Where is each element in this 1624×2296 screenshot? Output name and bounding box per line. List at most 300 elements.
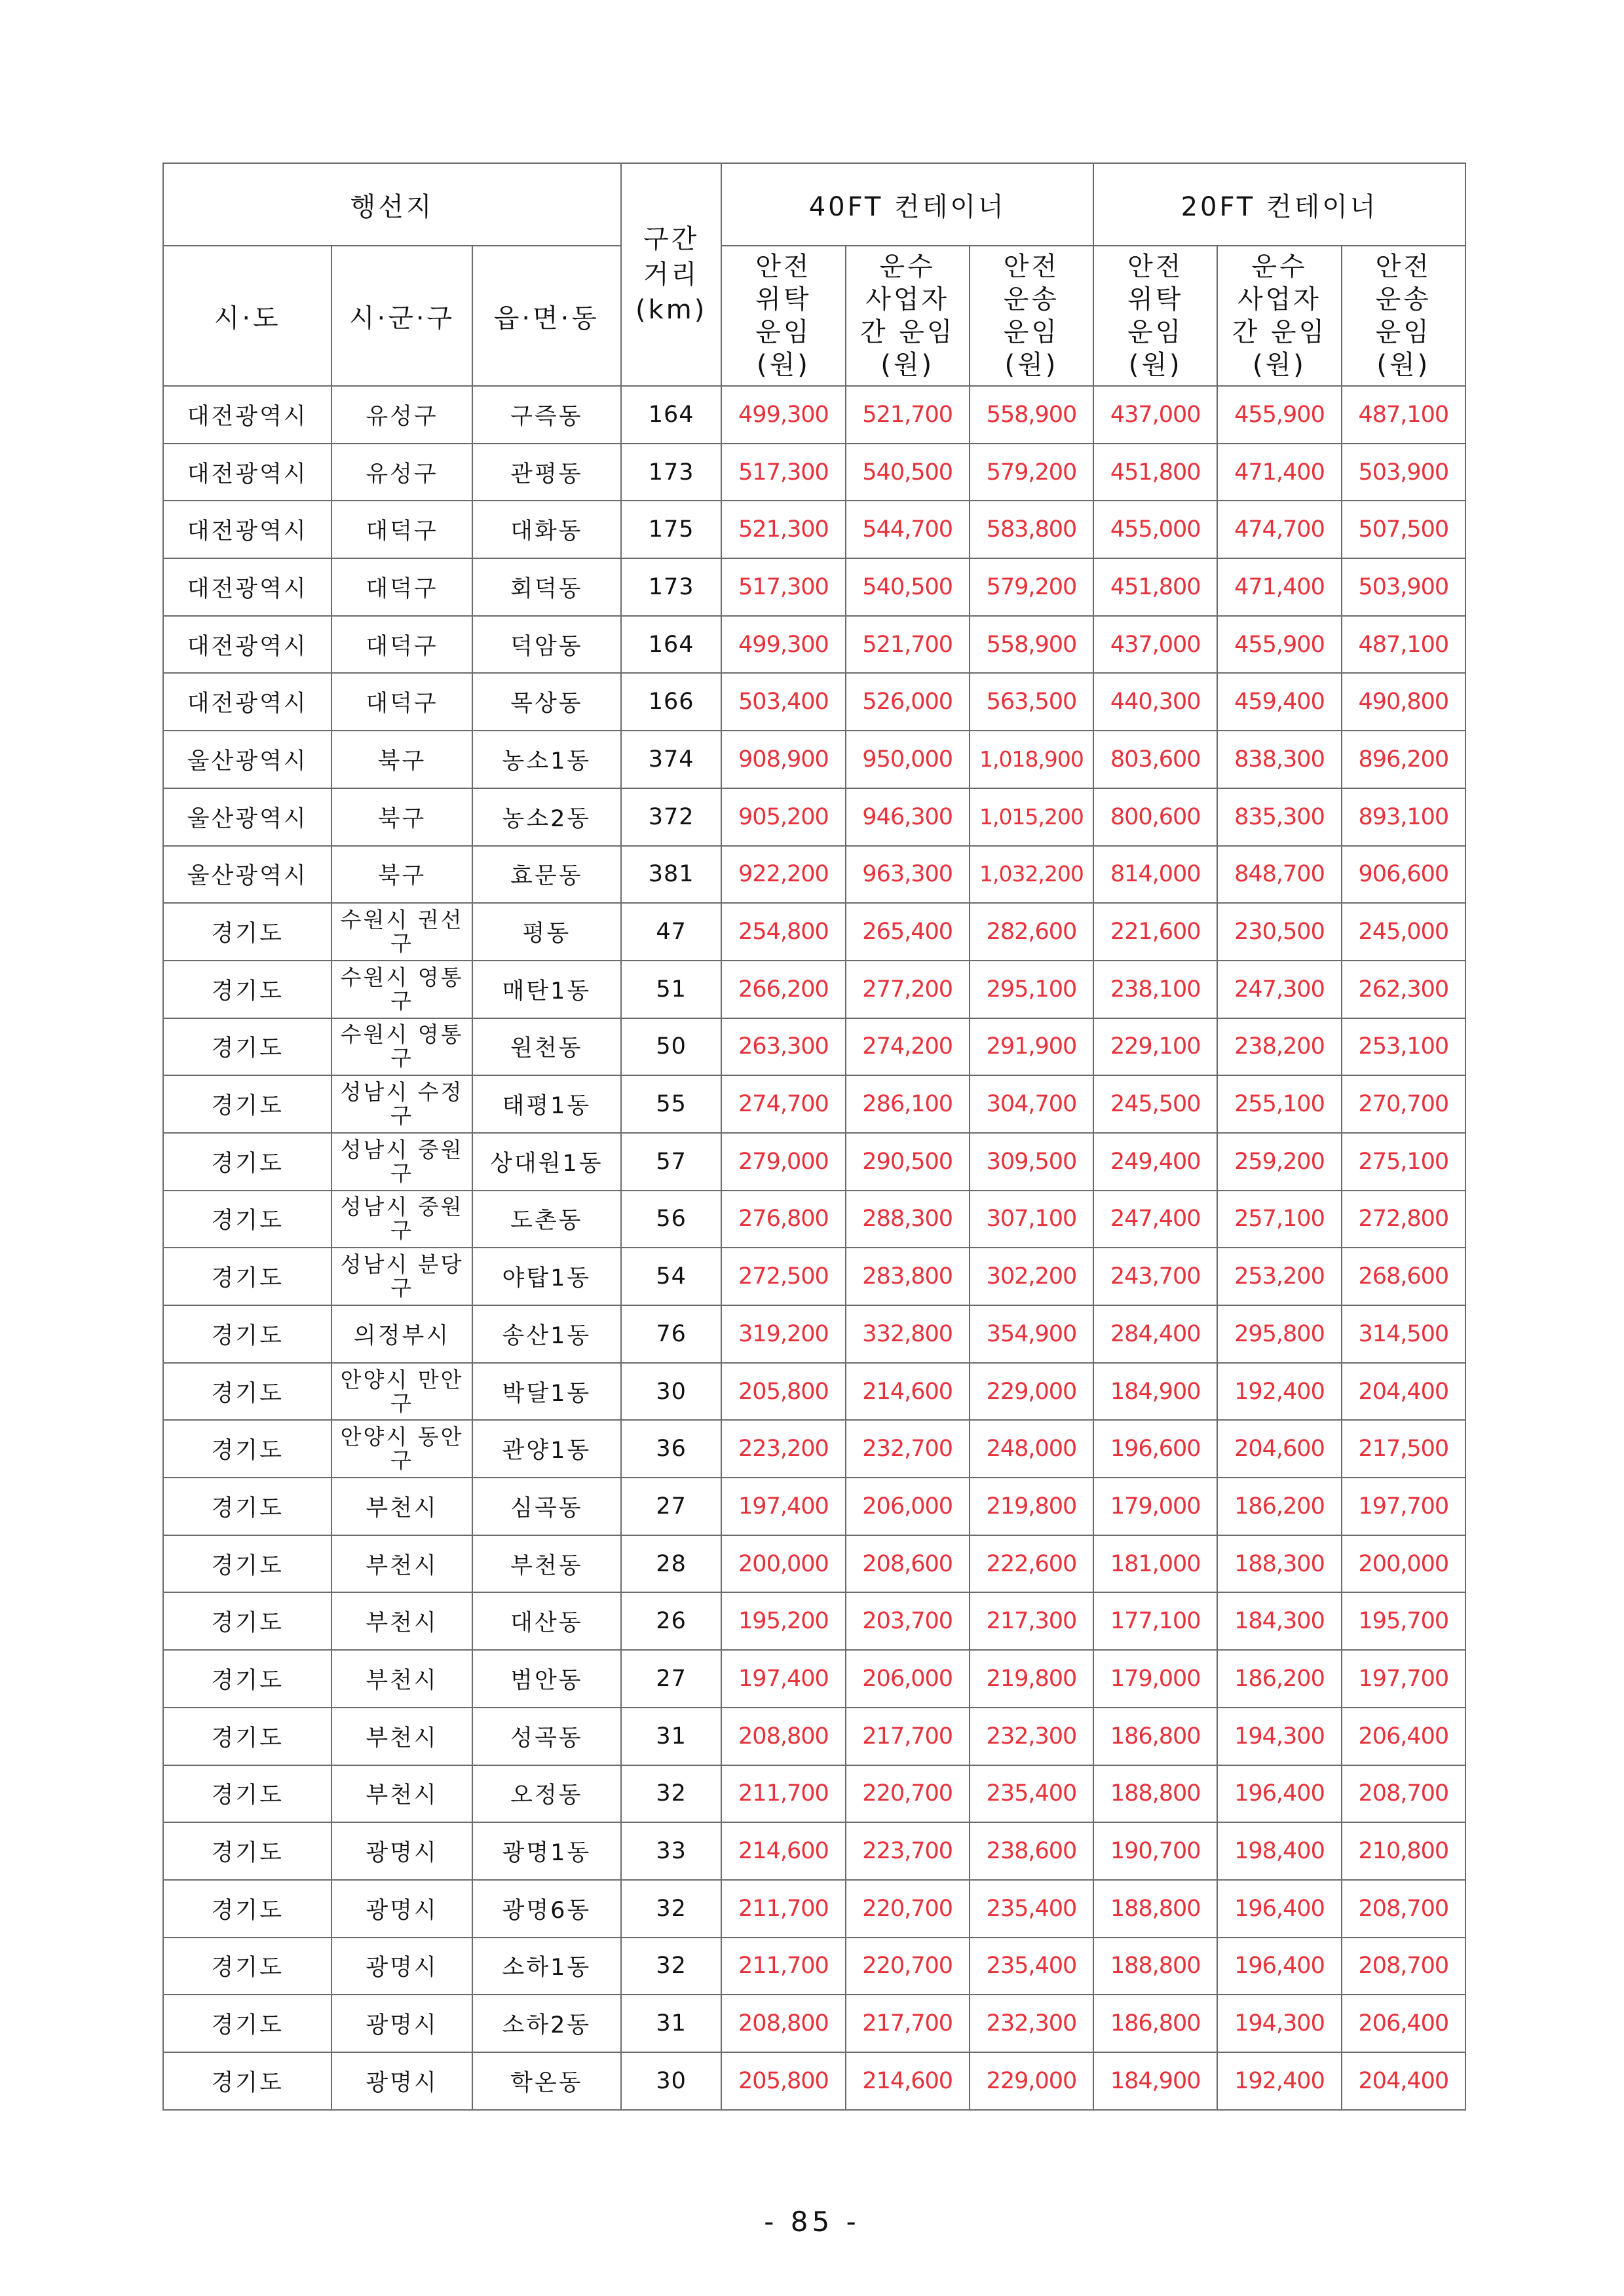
distance-cell: 175: [621, 501, 721, 558]
rate-cell: 196,400: [1217, 1880, 1341, 1938]
rate-cell: 188,800: [1093, 1765, 1217, 1823]
rate-cell: 922,200: [721, 846, 845, 904]
rate-cell: 304,700: [970, 1075, 1093, 1133]
table-row: [163, 1708, 1465, 1765]
rate-cell: 208,800: [721, 1708, 845, 1765]
rate-cell: 188,800: [1093, 1880, 1217, 1938]
rate-cell: 963,300: [846, 846, 970, 904]
distance-cell: 27: [621, 1650, 721, 1708]
rate-cell: 521,300: [721, 501, 845, 558]
table-row: [163, 1018, 1465, 1076]
rate-cell: 288,300: [846, 1191, 970, 1248]
distance-cell: 173: [621, 444, 721, 501]
eupmyeondong-cell: 부천동: [472, 1535, 621, 1593]
rate-cell: 558,900: [970, 386, 1093, 444]
rate-cell: 896,200: [1342, 731, 1465, 788]
table-body: [163, 386, 1465, 2110]
rate-cell: 195,700: [1342, 1592, 1465, 1650]
rate-cell: 440,300: [1093, 673, 1217, 731]
sigungu-cell: 성남시 수정구: [331, 1075, 472, 1133]
rate-cell: 814,000: [1093, 846, 1217, 904]
rate-cell: 232,300: [970, 1708, 1093, 1765]
sigungu-cell: 대덕구: [331, 558, 472, 616]
rate-cell: 217,500: [1342, 1420, 1465, 1478]
sido-cell: 경기도: [163, 1995, 331, 2052]
rate-cell: 583,800: [970, 501, 1093, 558]
table-row: [163, 846, 1465, 904]
rate-cell: 211,700: [721, 1938, 845, 1995]
header-row-top: [163, 163, 1465, 246]
rate-cell: 487,100: [1342, 386, 1465, 444]
sido-cell: 경기도: [163, 1305, 331, 1363]
rate-cell: 247,300: [1217, 961, 1341, 1018]
rate-cell: 197,700: [1342, 1478, 1465, 1535]
table-row: [163, 1650, 1465, 1708]
rate-column-header-line: 위탁: [755, 284, 812, 315]
rate-column-header: [970, 246, 1093, 386]
table-row: [163, 1765, 1465, 1823]
rate-column-header-line: 운임: [755, 317, 812, 347]
eupmyeondong-cell: 박달1동: [472, 1363, 621, 1421]
distance-cell: 32: [621, 1880, 721, 1938]
distance-header: [621, 163, 721, 386]
rate-cell: 490,800: [1342, 673, 1465, 731]
rate-cell: 192,400: [1217, 2052, 1341, 2110]
rate-cell: 284,400: [1093, 1305, 1217, 1363]
eupmyeondong-cell: 매탄1동: [472, 961, 621, 1018]
rate-cell: 248,000: [970, 1420, 1093, 1478]
rate-cell: 544,700: [846, 501, 970, 558]
rate-cell: 254,800: [721, 903, 845, 961]
eupmyeondong-cell: 성곡동: [472, 1708, 621, 1765]
table-row: [163, 1075, 1465, 1133]
table-row: [163, 386, 1465, 444]
distance-header-line: (km): [635, 295, 708, 325]
rate-cell: 517,300: [721, 558, 845, 616]
sido-cell: 경기도: [163, 1363, 331, 1421]
table-row: [163, 1363, 1465, 1421]
distance-cell: 28: [621, 1535, 721, 1593]
rate-cell: 290,500: [846, 1133, 970, 1191]
rate-column-header-line: 안전: [755, 252, 812, 282]
rate-cell: 221,600: [1093, 903, 1217, 961]
rate-cell: 245,000: [1342, 903, 1465, 961]
eupmyeondong-cell: 농소2동: [472, 788, 621, 846]
sido-header: 시·도: [163, 246, 331, 386]
eupmyeondong-cell: 학온동: [472, 2052, 621, 2110]
table-row: [163, 1248, 1465, 1305]
rate-cell: 217,700: [846, 1995, 970, 2052]
sigungu-cell: 대덕구: [331, 673, 472, 731]
distance-cell: 164: [621, 386, 721, 444]
rate-cell: 526,000: [846, 673, 970, 731]
rate-cell: 275,100: [1342, 1133, 1465, 1191]
rate-cell: 455,900: [1217, 386, 1341, 444]
rate-cell: 222,600: [970, 1535, 1093, 1593]
rate-column-header-line: 운수: [1251, 252, 1308, 282]
rate-cell: 487,100: [1342, 616, 1465, 674]
sido-cell: 경기도: [163, 1133, 331, 1191]
sido-cell: 대전광역시: [163, 386, 331, 444]
rate-cell: 223,200: [721, 1420, 845, 1478]
distance-cell: 50: [621, 1018, 721, 1076]
rate-cell: 255,100: [1217, 1075, 1341, 1133]
group-header-20ft: 20FT 컨테이너: [1093, 163, 1465, 246]
sigungu-cell: 수원시 영통구: [331, 1018, 472, 1076]
rate-cell: 219,800: [970, 1478, 1093, 1535]
rate-cell: 200,000: [1342, 1535, 1465, 1593]
distance-cell: 374: [621, 731, 721, 788]
rate-cell: 274,200: [846, 1018, 970, 1076]
rate-cell: 232,300: [970, 1995, 1093, 2052]
sigungu-header: 시·군·구: [331, 246, 472, 386]
eupmyeondong-cell: 범안동: [472, 1650, 621, 1708]
rate-column-header-line: 안전: [1127, 252, 1184, 282]
rate-cell: 950,000: [846, 731, 970, 788]
rate-cell: 314,500: [1342, 1305, 1465, 1363]
rate-cell: 223,700: [846, 1822, 970, 1880]
eupmyeondong-cell: 심곡동: [472, 1478, 621, 1535]
rate-cell: 838,300: [1217, 731, 1341, 788]
rate-cell: 208,700: [1342, 1938, 1465, 1995]
rate-cell: 946,300: [846, 788, 970, 846]
rate-cell: 230,500: [1217, 903, 1341, 961]
sido-cell: 대전광역시: [163, 673, 331, 731]
eupmyeondong-cell: 농소1동: [472, 731, 621, 788]
rate-column-header-line: 운송: [1375, 284, 1431, 315]
sido-cell: 경기도: [163, 1708, 331, 1765]
rate-cell: 186,800: [1093, 1995, 1217, 2052]
rate-column-header-line: 사업자: [1237, 284, 1321, 315]
distance-cell: 32: [621, 1765, 721, 1823]
rate-cell: 455,900: [1217, 616, 1341, 674]
sigungu-cell: 대덕구: [331, 501, 472, 558]
rate-cell: 266,200: [721, 961, 845, 1018]
distance-cell: 27: [621, 1478, 721, 1535]
rate-cell: 517,300: [721, 444, 845, 501]
sigungu-cell: 유성구: [331, 444, 472, 501]
rate-cell: 229,100: [1093, 1018, 1217, 1076]
table-row: [163, 1420, 1465, 1478]
eupmyeondong-header: 읍·면·동: [472, 246, 621, 386]
rate-cell: 214,600: [846, 1363, 970, 1421]
table-row: [163, 1305, 1465, 1363]
rate-cell: 437,000: [1093, 616, 1217, 674]
destination-header: 행선지: [163, 163, 621, 246]
rate-column-header-line: 안전: [1003, 252, 1060, 282]
table-row: [163, 903, 1465, 961]
eupmyeondong-cell: 상대원1동: [472, 1133, 621, 1191]
rate-cell: 279,000: [721, 1133, 845, 1191]
rate-cell: 190,700: [1093, 1822, 1217, 1880]
sido-cell: 대전광역시: [163, 616, 331, 674]
rate-column-header: [1342, 246, 1465, 386]
rate-cell: 272,500: [721, 1248, 845, 1305]
rate-cell: 459,400: [1217, 673, 1341, 731]
sigungu-cell: 성남시 중원구: [331, 1191, 472, 1248]
rate-cell: 238,600: [970, 1822, 1093, 1880]
table-row: [163, 1822, 1465, 1880]
rate-cell: 206,000: [846, 1478, 970, 1535]
rate-cell: 208,700: [1342, 1765, 1465, 1823]
rate-cell: 220,700: [846, 1765, 970, 1823]
sido-cell: 경기도: [163, 2052, 331, 2110]
rate-cell: 437,000: [1093, 386, 1217, 444]
eupmyeondong-cell: 야탑1동: [472, 1248, 621, 1305]
sido-cell: 경기도: [163, 1248, 331, 1305]
sigungu-cell: 광명시: [331, 1880, 472, 1938]
rate-cell: 217,700: [846, 1708, 970, 1765]
distance-cell: 31: [621, 1708, 721, 1765]
sido-cell: 울산광역시: [163, 731, 331, 788]
rate-cell: 319,200: [721, 1305, 845, 1363]
rate-column-header: [1093, 246, 1217, 386]
rate-cell: 563,500: [970, 673, 1093, 731]
rate-cell: 196,400: [1217, 1938, 1341, 1995]
rate-cell: 291,900: [970, 1018, 1093, 1076]
rate-column-header-line: 위탁: [1127, 284, 1184, 315]
rate-cell: 229,000: [970, 2052, 1093, 2110]
sigungu-cell: 북구: [331, 731, 472, 788]
rate-cell: 1,015,200: [970, 788, 1093, 846]
sigungu-cell: 수원시 영통구: [331, 961, 472, 1018]
sido-cell: 대전광역시: [163, 558, 331, 616]
rate-cell: 177,100: [1093, 1592, 1217, 1650]
rate-column-header: [846, 246, 970, 386]
rate-cell: 451,800: [1093, 558, 1217, 616]
rate-cell: 206,000: [846, 1650, 970, 1708]
sigungu-cell: 북구: [331, 788, 472, 846]
rate-cell: 196,600: [1093, 1420, 1217, 1478]
rate-cell: 196,400: [1217, 1765, 1341, 1823]
rate-cell: 257,100: [1217, 1191, 1341, 1248]
sigungu-cell: 안양시 만안구: [331, 1363, 472, 1421]
sigungu-cell: 부천시: [331, 1708, 472, 1765]
rate-cell: 184,900: [1093, 2052, 1217, 2110]
sido-cell: 울산광역시: [163, 846, 331, 904]
rate-cell: 309,500: [970, 1133, 1093, 1191]
sigungu-cell: 유성구: [331, 386, 472, 444]
eupmyeondong-cell: 대산동: [472, 1592, 621, 1650]
rate-cell: 277,200: [846, 961, 970, 1018]
eupmyeondong-cell: 광명1동: [472, 1822, 621, 1880]
rate-cell: 220,700: [846, 1938, 970, 1995]
rate-cell: 186,200: [1217, 1478, 1341, 1535]
table-row: [163, 1535, 1465, 1593]
distance-cell: 54: [621, 1248, 721, 1305]
sigungu-cell: 성남시 분당구: [331, 1248, 472, 1305]
rate-cell: 179,000: [1093, 1650, 1217, 1708]
rate-cell: 848,700: [1217, 846, 1341, 904]
rate-cell: 217,300: [970, 1592, 1093, 1650]
rate-cell: 540,500: [846, 558, 970, 616]
sido-cell: 경기도: [163, 1018, 331, 1076]
rate-cell: 184,300: [1217, 1592, 1341, 1650]
rate-column-header: [1217, 246, 1341, 386]
rate-column-header-line: 운임: [1375, 317, 1431, 347]
distance-cell: 47: [621, 903, 721, 961]
sido-cell: 경기도: [163, 1880, 331, 1938]
eupmyeondong-cell: 소하2동: [472, 1995, 621, 2052]
table-row: [163, 2052, 1465, 2110]
rate-cell: 208,700: [1342, 1880, 1465, 1938]
rate-cell: 800,600: [1093, 788, 1217, 846]
rate-cell: 579,200: [970, 444, 1093, 501]
distance-cell: 30: [621, 1363, 721, 1421]
table-row: [163, 1880, 1465, 1938]
rate-cell: 203,700: [846, 1592, 970, 1650]
rate-cell: 229,000: [970, 1363, 1093, 1421]
rate-cell: 204,400: [1342, 2052, 1465, 2110]
rate-cell: 265,400: [846, 903, 970, 961]
sido-cell: 경기도: [163, 961, 331, 1018]
rate-cell: 247,400: [1093, 1191, 1217, 1248]
table-row: [163, 558, 1465, 616]
rate-cell: 232,700: [846, 1420, 970, 1478]
eupmyeondong-cell: 관평동: [472, 444, 621, 501]
rate-cell: 206,400: [1342, 1995, 1465, 2052]
rate-cell: 206,400: [1342, 1708, 1465, 1765]
distance-cell: 55: [621, 1075, 721, 1133]
sigungu-cell: 안양시 동안구: [331, 1420, 472, 1478]
rate-cell: 521,700: [846, 386, 970, 444]
rate-cell: 211,700: [721, 1880, 845, 1938]
rate-cell: 179,000: [1093, 1478, 1217, 1535]
sigungu-cell: 북구: [331, 846, 472, 904]
distance-header-line: 거리: [643, 259, 700, 290]
sigungu-cell: 부천시: [331, 1535, 472, 1593]
rate-cell: 210,800: [1342, 1822, 1465, 1880]
sido-cell: 경기도: [163, 1822, 331, 1880]
rate-cell: 276,800: [721, 1191, 845, 1248]
rate-cell: 295,800: [1217, 1305, 1341, 1363]
rate-cell: 214,600: [846, 2052, 970, 2110]
rate-column-header-line: 운임: [1127, 317, 1184, 347]
rate-column-header-line: (원): [1128, 350, 1182, 380]
freight-rate-table: [162, 163, 1466, 2111]
rate-cell: 503,900: [1342, 444, 1465, 501]
sigungu-cell: 부천시: [331, 1478, 472, 1535]
rate-column-header-line: (원): [756, 350, 810, 380]
sido-cell: 경기도: [163, 1191, 331, 1248]
rate-cell: 332,800: [846, 1305, 970, 1363]
rate-column-header-line: (원): [880, 350, 935, 380]
rate-cell: 893,100: [1342, 788, 1465, 846]
rate-cell: 235,400: [970, 1765, 1093, 1823]
rate-column-header-line: (원): [1253, 350, 1306, 380]
table-row: [163, 731, 1465, 788]
rate-cell: 503,900: [1342, 558, 1465, 616]
rate-cell: 249,400: [1093, 1133, 1217, 1191]
rate-cell: 558,900: [970, 616, 1093, 674]
distance-header-line: 구간: [643, 224, 700, 254]
rate-cell: 219,800: [970, 1650, 1093, 1708]
rate-cell: 186,800: [1093, 1708, 1217, 1765]
rate-column-header-line: 간 운임: [859, 317, 955, 347]
eupmyeondong-cell: 광명6동: [472, 1880, 621, 1938]
table-row: [163, 1191, 1465, 1248]
group-header-40ft: 40FT 컨테이너: [721, 163, 1093, 246]
rate-cell: 259,200: [1217, 1133, 1341, 1191]
eupmyeondong-cell: 덕암동: [472, 616, 621, 674]
table-row: [163, 961, 1465, 1018]
rate-cell: 579,200: [970, 558, 1093, 616]
table-row: [163, 673, 1465, 731]
rate-cell: 195,200: [721, 1592, 845, 1650]
rate-cell: 451,800: [1093, 444, 1217, 501]
table-row: [163, 1478, 1465, 1535]
sigungu-cell: 수원시 권선구: [331, 903, 472, 961]
sigungu-cell: 의정부시: [331, 1305, 472, 1363]
table-row: [163, 444, 1465, 501]
sido-cell: 경기도: [163, 1478, 331, 1535]
rate-cell: 507,500: [1342, 501, 1465, 558]
rate-column-header-line: 간 운임: [1232, 317, 1327, 347]
rate-cell: 908,900: [721, 731, 845, 788]
sigungu-cell: 부천시: [331, 1592, 472, 1650]
rate-cell: 270,700: [1342, 1075, 1465, 1133]
rate-cell: 499,300: [721, 386, 845, 444]
rate-cell: 905,200: [721, 788, 845, 846]
distance-cell: 32: [621, 1938, 721, 1995]
rate-cell: 204,600: [1217, 1420, 1341, 1478]
rate-cell: 243,700: [1093, 1248, 1217, 1305]
rate-cell: 272,800: [1342, 1191, 1465, 1248]
rate-cell: 186,200: [1217, 1650, 1341, 1708]
rate-cell: 235,400: [970, 1880, 1093, 1938]
sido-cell: 경기도: [163, 1650, 331, 1708]
table-row: [163, 1938, 1465, 1995]
eupmyeondong-cell: 평동: [472, 903, 621, 961]
distance-cell: 57: [621, 1133, 721, 1191]
rate-cell: 286,100: [846, 1075, 970, 1133]
distance-cell: 33: [621, 1822, 721, 1880]
rate-cell: 205,800: [721, 2052, 845, 2110]
rate-cell: 263,300: [721, 1018, 845, 1076]
rate-column-header-line: 안전: [1375, 252, 1431, 282]
rate-column-header-line: 운임: [1003, 317, 1060, 347]
rate-cell: 503,400: [721, 673, 845, 731]
eupmyeondong-cell: 목상동: [472, 673, 621, 731]
sido-cell: 울산광역시: [163, 788, 331, 846]
rate-column-header-line: (원): [1004, 350, 1059, 380]
eupmyeondong-cell: 태평1동: [472, 1075, 621, 1133]
sido-cell: 경기도: [163, 1938, 331, 1995]
table-row: [163, 501, 1465, 558]
eupmyeondong-cell: 송산1동: [472, 1305, 621, 1363]
rate-cell: 835,300: [1217, 788, 1341, 846]
sigungu-cell: 광명시: [331, 1822, 472, 1880]
rate-cell: 197,400: [721, 1650, 845, 1708]
rate-cell: 295,100: [970, 961, 1093, 1018]
table-row: [163, 1995, 1465, 2052]
sigungu-cell: 대덕구: [331, 616, 472, 674]
page-number: - 85 -: [764, 2206, 860, 2238]
distance-cell: 36: [621, 1420, 721, 1478]
rate-cell: 283,800: [846, 1248, 970, 1305]
distance-cell: 30: [621, 2052, 721, 2110]
sido-cell: 경기도: [163, 1765, 331, 1823]
eupmyeondong-cell: 원천동: [472, 1018, 621, 1076]
rate-cell: 214,600: [721, 1822, 845, 1880]
rate-cell: 521,700: [846, 616, 970, 674]
eupmyeondong-cell: 관양1동: [472, 1420, 621, 1478]
sigungu-cell: 부천시: [331, 1765, 472, 1823]
eupmyeondong-cell: 소하1동: [472, 1938, 621, 1995]
rate-cell: 238,100: [1093, 961, 1217, 1018]
distance-cell: 31: [621, 1995, 721, 2052]
rate-cell: 238,200: [1217, 1018, 1341, 1076]
